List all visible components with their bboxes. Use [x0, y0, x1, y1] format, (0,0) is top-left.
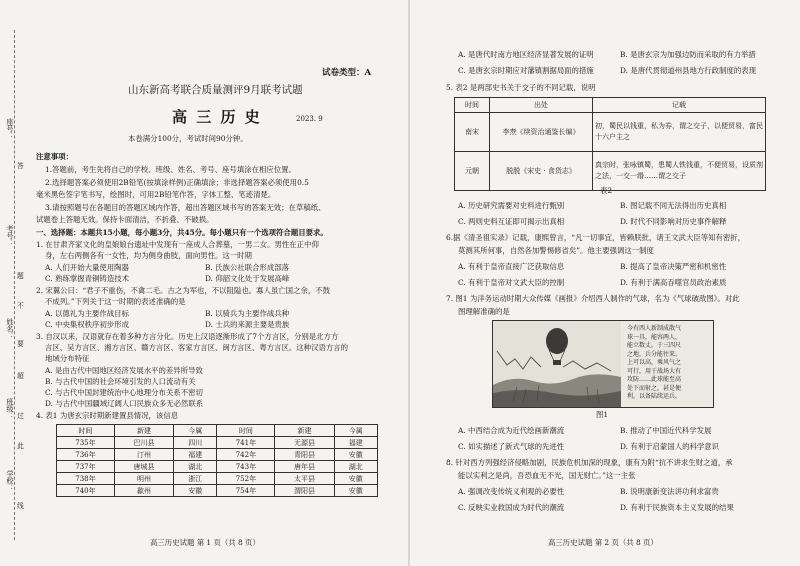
q4-stem: 4. 表1 为唐玄宗时期新建置县情况，该信息 [36, 411, 179, 420]
q5-option-d[interactable]: D. 时代不同影响对历史事件解释 [620, 217, 727, 226]
q2-option-a[interactable]: A. 以德礼为主要作战目标 [45, 309, 129, 318]
score-line: 本卷满分100分，考试时间90分钟。 [128, 134, 248, 143]
table-1 [56, 424, 378, 497]
q4-option-b[interactable]: B. 是唐玄宗为加强边防而采取的有力举措 [620, 50, 756, 59]
q6-stem: 莫测其所何事，自然各加警惕修省矣”。他主要强调这一制度 [458, 246, 654, 255]
table-cell: 唐城县 [114, 461, 173, 473]
margin-word: 线 [17, 502, 24, 510]
figure-text-line: 攻防……此球能至高 [627, 376, 682, 383]
table-cell: 巴川县 [114, 437, 173, 449]
q4-option-d[interactable]: D. 是唐代贯彻道州县地方行政制度的表现 [620, 66, 757, 75]
section-heading: 一、选择题：本题共15小题，每小题3分，共45分。每小题只有一个选项符合题目要求。 [36, 228, 328, 237]
figure-caption-box [627, 325, 681, 402]
table-row [455, 152, 766, 191]
table-header-row [455, 98, 766, 113]
subject-title: 高 三 历 史 [172, 108, 262, 126]
table-cell: 福建 [334, 437, 377, 449]
note-line: 2.选择题答案必须使用2B铅笔(按填涂样例)正确填涂；非选择题答案必须使用0.5 [45, 178, 309, 187]
table-header: 时间 [455, 98, 490, 113]
table-cell: 青阳县 [275, 449, 334, 461]
table-cell: 湖北 [334, 461, 377, 473]
table-cell: 明州 [114, 473, 173, 485]
table-cell: 741年 [217, 437, 275, 449]
q3-option-b[interactable]: B. 与古代中国的社会环境引发的人口流动有关 [45, 377, 196, 386]
table-row [57, 473, 378, 485]
q3-option-d[interactable]: D. 与古代中国疆域辽阔人口民族众多无必然联系 [45, 399, 204, 408]
table-cell: 安徽 [334, 485, 377, 497]
table-cell: 735年 [57, 437, 115, 449]
table-cell: 真宗时，张咏镇蜀，患蜀人铁钱重，不便贸易，设质剂之法，一交一缗……谓之交子 [593, 152, 766, 191]
note-line: 毫米黑色签字笔书写，绘图时，可用2B铅笔作答，字体工整、笔迹清楚。 [36, 190, 276, 199]
q4-option-a[interactable]: A. 是唐代时南方地区经济显著发展的证明 [458, 50, 594, 59]
table-cell: 无源县 [275, 437, 334, 449]
q2-option-c[interactable]: C. 中央集权秩序初步形成 [45, 320, 129, 329]
q6-option-c[interactable]: C. 有利于皇帝对文武大臣的控制 [458, 278, 565, 287]
q1-option-a[interactable]: A. 人们开始大量使用陶器 [45, 263, 129, 272]
margin-label-school: 学校： [6, 470, 15, 492]
q7-option-c[interactable]: C. 如实描述了新式气球的先进性 [458, 442, 565, 451]
table-header: 记载 [593, 98, 766, 113]
q3-stem: 言区、吴方言区、湘方言区、赣方言区、客家方言区、闽方言区、粤方言区。这种汉语方言的 [45, 343, 349, 352]
figure-1 [492, 320, 714, 408]
margin-word: 题 [17, 272, 24, 280]
q2-option-b[interactable]: B. 以骑兵为主要作战兵种 [205, 309, 290, 318]
table-cell: 渭阳县 [275, 485, 334, 497]
q1-stem: 1. 在甘肃齐家文化的皇娘娘台遗址中发现有一座成人合葬墓，一男二女。男性在正中仰 [36, 240, 319, 249]
table-cell: 福建 [174, 449, 217, 461]
table-cell: 740年 [57, 485, 115, 497]
q8-option-d[interactable]: D. 有利于民族资本主义发展的结果 [620, 503, 734, 512]
table-cell: 脱脱《宋史 · 食货志》 [490, 152, 593, 191]
note-line: 3.请按照题号在各题目的答题区域内作答，超出答题区域书写的答案无效；在草稿纸、 [45, 203, 326, 212]
q8-option-a[interactable]: A. 强调改变传统义利观的必要性 [458, 487, 565, 496]
margin-word: 过 [17, 412, 24, 420]
table-cell: 歙州 [114, 485, 173, 497]
figure-1-caption: 图1 [596, 410, 609, 419]
table-cell: 743年 [217, 461, 275, 473]
q2-stem: 不成列。”下列关于这一时期的表述准确的是 [45, 297, 186, 306]
table-cell: 752年 [217, 473, 275, 485]
q8-stem: 8. 针对西方列强经济侵略加剧，民族危机加深的现象，康有为附“抗不讲求生财之道，承 [446, 458, 733, 467]
table-row [57, 461, 378, 473]
table-header: 时间 [217, 425, 275, 437]
exam-page-2 [410, 0, 800, 566]
margin-word: 超 [17, 372, 24, 380]
table-cell: 754年 [217, 485, 275, 497]
table-header: 今属 [334, 425, 377, 437]
table-row [455, 113, 766, 152]
exam-date: 2023. 9 [296, 115, 323, 123]
q2-stem: 2. 宋翼公曰：“君子不重伤，不禽二毛。古之为军也，不以阻隘也。寡人虽亡国之余，不鼓 [36, 286, 331, 295]
figure-text-line: 之地，兵分能往来。 [627, 350, 682, 358]
q7-option-a[interactable]: A. 中西结合成为近代绘画新潮流 [458, 426, 565, 435]
figure-text-line: 处下而射之，甚是便 [627, 384, 682, 392]
q7-stem: 图理解准确的是 [458, 307, 510, 316]
margin-label-name: 姓名： [6, 318, 15, 340]
margin-word: 此 [17, 442, 24, 450]
q8-stem: 能以实利之是尚，吾恐血无不光，国无财亡。”这一主张 [458, 471, 636, 480]
table-cell: 太平县 [275, 473, 334, 485]
balloon-illustration [493, 321, 621, 407]
figure-text-line: 能立数丈。于三四尺 [627, 342, 682, 349]
figure-text-line: 可行，用于战场大有 [627, 367, 682, 375]
table-2 [454, 97, 766, 191]
table-header: 新建 [114, 425, 173, 437]
note-line: 试题卷上答题无效。保持卡面清洁，不折叠、不破损。 [36, 215, 214, 224]
table-cell: 736年 [57, 449, 115, 461]
q3-option-a[interactable]: A. 是由古代中国地区经济发展水平的差异所导致 [45, 366, 203, 375]
table-header: 新建 [275, 425, 334, 437]
table-header-row [57, 425, 378, 437]
q2-option-d[interactable]: D. 士兵的来源主要是贵族 [205, 320, 290, 329]
q5-option-c[interactable]: C. 两则史料互证即可揭示出真相 [458, 217, 565, 226]
q5-stem: 5. 表2 是两部史书关于交子的不同记载，说明 [446, 83, 596, 92]
q5-option-a[interactable]: A. 历史研究需要对史料进行甄别 [458, 201, 565, 210]
figure-text-line: 今有西人新制成散气 [627, 325, 682, 332]
table-cell: 南宋 [455, 113, 490, 152]
table-cell: 李焘《续资治通鉴长编》 [490, 113, 593, 152]
table-cell: 737年 [57, 461, 115, 473]
q6-option-b[interactable]: B. 提高了皇帝决策严密和机密性 [620, 262, 727, 271]
figure-text-line: 上可以高，乘风气之 [627, 359, 682, 366]
paper-type: 试卷类型：A [322, 68, 372, 78]
q4-option-c[interactable]: C. 是唐玄宗时期应对藩镇割据局面的措施 [458, 66, 594, 75]
q1-option-b[interactable]: B. 氏族公社联合形成部落 [205, 263, 290, 272]
figure-text-line: 利，以备陆续运兵。 [627, 393, 682, 400]
q8-option-c[interactable]: C. 反映实业救国成为时代的潮流 [458, 503, 565, 512]
table-cell: 742年 [217, 449, 275, 461]
margin-label-class: 班级： [6, 398, 15, 420]
binding-line [14, 30, 15, 540]
exam-name: 山东新高考联合质量测评9月联考试题 [128, 84, 303, 96]
table-cell: 初，蜀民以钱重，私为券，谓之交子，以便贸易，富民十六户主之 [593, 113, 766, 152]
table-cell: 安徽 [334, 449, 377, 461]
q1-option-c[interactable]: C. 熟练掌握青铜铸造技术 [45, 274, 129, 283]
table-header: 时间 [57, 425, 115, 437]
q7-stem: 7. 图1 为洋务运动时期大众传媒《画报》介绍西人制作的气球，名为《气球破敌图》。对此 [446, 294, 740, 303]
q3-stem: 地域分布特征 [45, 354, 90, 363]
table-2-caption: 表2 [600, 186, 613, 195]
q3-option-c[interactable]: C. 与古代中国封建统治中心地理分布关系不密切 [45, 388, 203, 397]
table-header: 出处 [490, 98, 593, 113]
margin-word: 答 [17, 162, 24, 170]
q6-stem: 6.据《清圣祖实录》记载，康熙曾言，“凡一切事宜，皆赖朕批，诸王文武大臣等知有密折， [446, 233, 746, 242]
table-cell: 唐年县 [275, 461, 334, 473]
q6-option-a[interactable]: A. 有利于皇帝直接广泛获取信息 [458, 262, 565, 271]
margin-label-seat: 座号： [6, 118, 15, 140]
q6-option-d[interactable]: D. 有利于满高吞噬官员政治素质 [620, 278, 727, 287]
table-header: 今属 [174, 425, 217, 437]
q1-stem: 身，左右两侧各有一女性，均为侧身曲肢，面向男性。这一时期 [45, 251, 252, 260]
table-cell: 汀州 [114, 449, 173, 461]
table-cell: 浙江 [174, 473, 217, 485]
q1-option-d[interactable]: D. 仰韶文化处于发展高峰 [205, 274, 290, 283]
q7-option-b[interactable]: B. 推动了中国近代科学发展 [620, 426, 712, 435]
margin-word: 不 [17, 302, 24, 310]
margin-label-exam-number: 考号： [6, 225, 15, 247]
table-cell: 安徽 [174, 485, 217, 497]
table-cell: 湖北 [174, 461, 217, 473]
table-cell: 四川 [174, 437, 217, 449]
figure-text-line: 球一具，能容两人， [627, 333, 682, 341]
table-row [57, 449, 378, 461]
q3-stem: 3. 自汉以来，汉语就存在着多种方言分化。历史上汉语逐渐形成了7个方言区，分别是北方方 [36, 332, 339, 341]
table-cell: 738年 [57, 473, 115, 485]
q7-option-d[interactable]: D. 有利于启蒙国人的科学意识 [620, 442, 720, 451]
page-footer: 高三历史试题 第 2 页（共 8 页） [548, 538, 658, 547]
table-cell: 元朝 [455, 152, 490, 191]
note-line: 1.答题前，考生先将自己的学校、班级、姓名、考号、座号填涂在相应位置。 [45, 165, 296, 174]
table-cell: 安徽 [334, 473, 377, 485]
notes-title: 注意事项： [36, 152, 73, 161]
page-footer: 高三历史试题 第 1 页（共 8 页） [150, 538, 260, 547]
q5-option-b[interactable]: B. 图记载不同无法得出历史真相 [620, 201, 727, 210]
table-row [57, 437, 378, 449]
q8-option-b[interactable]: B. 说明康新变法讲功利求富贵 [620, 487, 719, 496]
table-row [57, 485, 378, 497]
margin-word: 要 [17, 340, 24, 348]
